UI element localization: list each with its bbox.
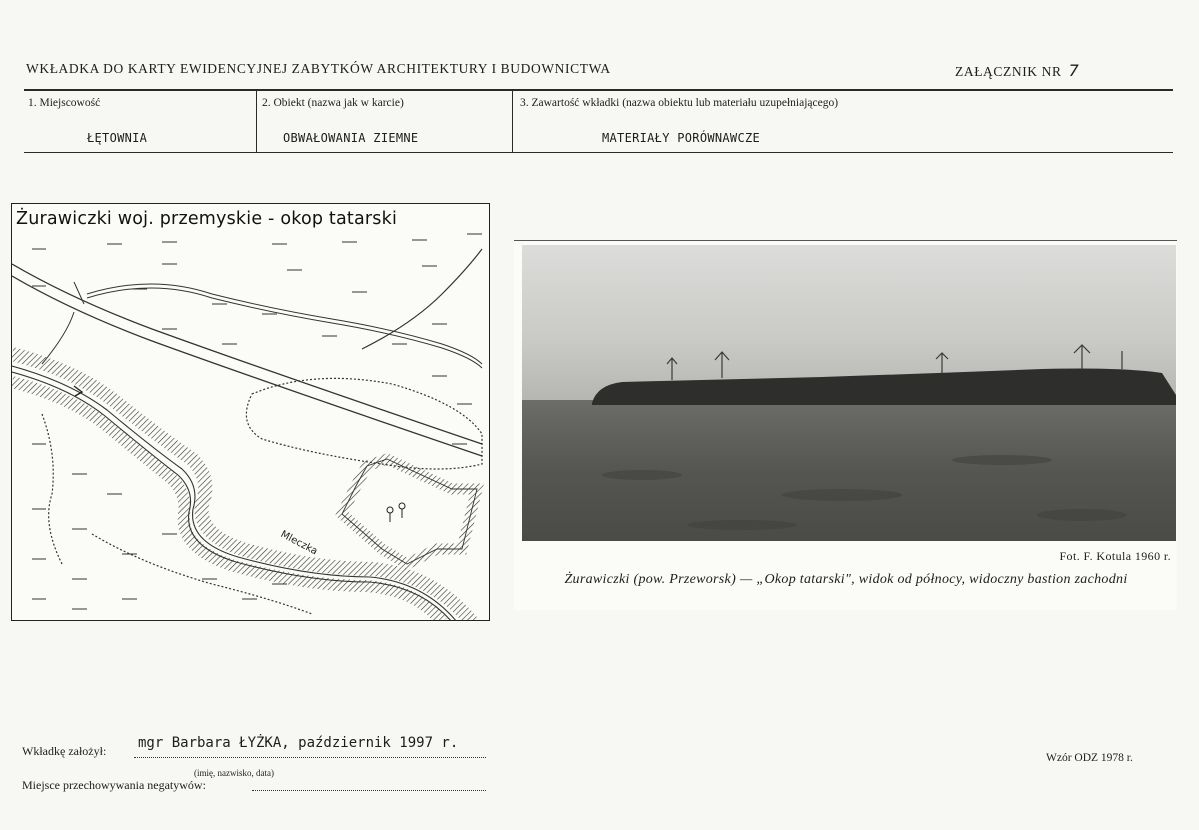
header-rule-bottom — [24, 152, 1173, 153]
founder-label: Wkładkę założył: — [22, 744, 107, 758]
site-photograph — [522, 245, 1176, 541]
site-map — [11, 203, 490, 621]
tree-icon — [387, 503, 405, 522]
content-value: MATERIAŁY PORÓWNAWCZE — [602, 131, 761, 145]
enclosure-outline — [246, 378, 482, 469]
photo-credit: Fot. F. Kotula 1960 r. — [1059, 549, 1171, 563]
header-rule-top — [24, 89, 1173, 91]
river-bank — [12, 382, 442, 621]
founder-hint: (imię, nazwisko, data) — [194, 768, 274, 778]
locality-label: 1. Miejscowość — [28, 97, 101, 109]
photo-caption: Żurawiczki (pow. Przeworsk) — „Okop tatarski", widok od północy, widoczny bastion zachodni — [564, 572, 1128, 587]
road — [12, 276, 482, 456]
card-title: WKŁADKA DO KARTY EWIDENCYJNEJ ZABYTKÓW ARCHITEKTURY I BUDOWNICTWA — [26, 61, 611, 76]
object-value: OBWAŁOWANIA ZIEMNE — [283, 131, 419, 145]
founder-value: mgr Barbara ŁYŻKA, październik 1997 r. — [138, 735, 459, 751]
map-drawing — [12, 204, 490, 621]
object-label: 2. Obiekt (nazwa jak w karcie) — [262, 97, 404, 109]
river-bank — [12, 354, 472, 621]
content-label: 3. Zawartość wkładki (nazwa obiektu lub materiału uzupełniającego) — [520, 97, 839, 109]
field-boundary — [87, 284, 482, 364]
photo-panel — [514, 240, 1177, 610]
field-divider — [256, 89, 257, 153]
negatives-label: Miejsce przechowywania negatywów: — [22, 778, 206, 792]
annex-label-text: ZAŁĄCZNIK NR — [955, 64, 1062, 79]
field-divider — [512, 89, 513, 153]
negatives-dotted-line — [252, 790, 486, 791]
map-title: Żurawiczki woj. przemyskie - okop tatarski — [16, 209, 398, 229]
river-label: Mleczka — [278, 528, 320, 558]
field-boundary — [87, 288, 482, 368]
locality-value: ŁĘTOWNIA — [87, 131, 148, 145]
terrace-outline — [42, 414, 62, 564]
annex-label — [955, 61, 1079, 80]
form-version: Wzór ODZ 1978 r. — [1046, 752, 1133, 764]
annex-number: 7 — [1068, 61, 1080, 80]
stream — [362, 249, 482, 349]
founder-dotted-line — [134, 757, 486, 758]
path — [42, 282, 84, 364]
